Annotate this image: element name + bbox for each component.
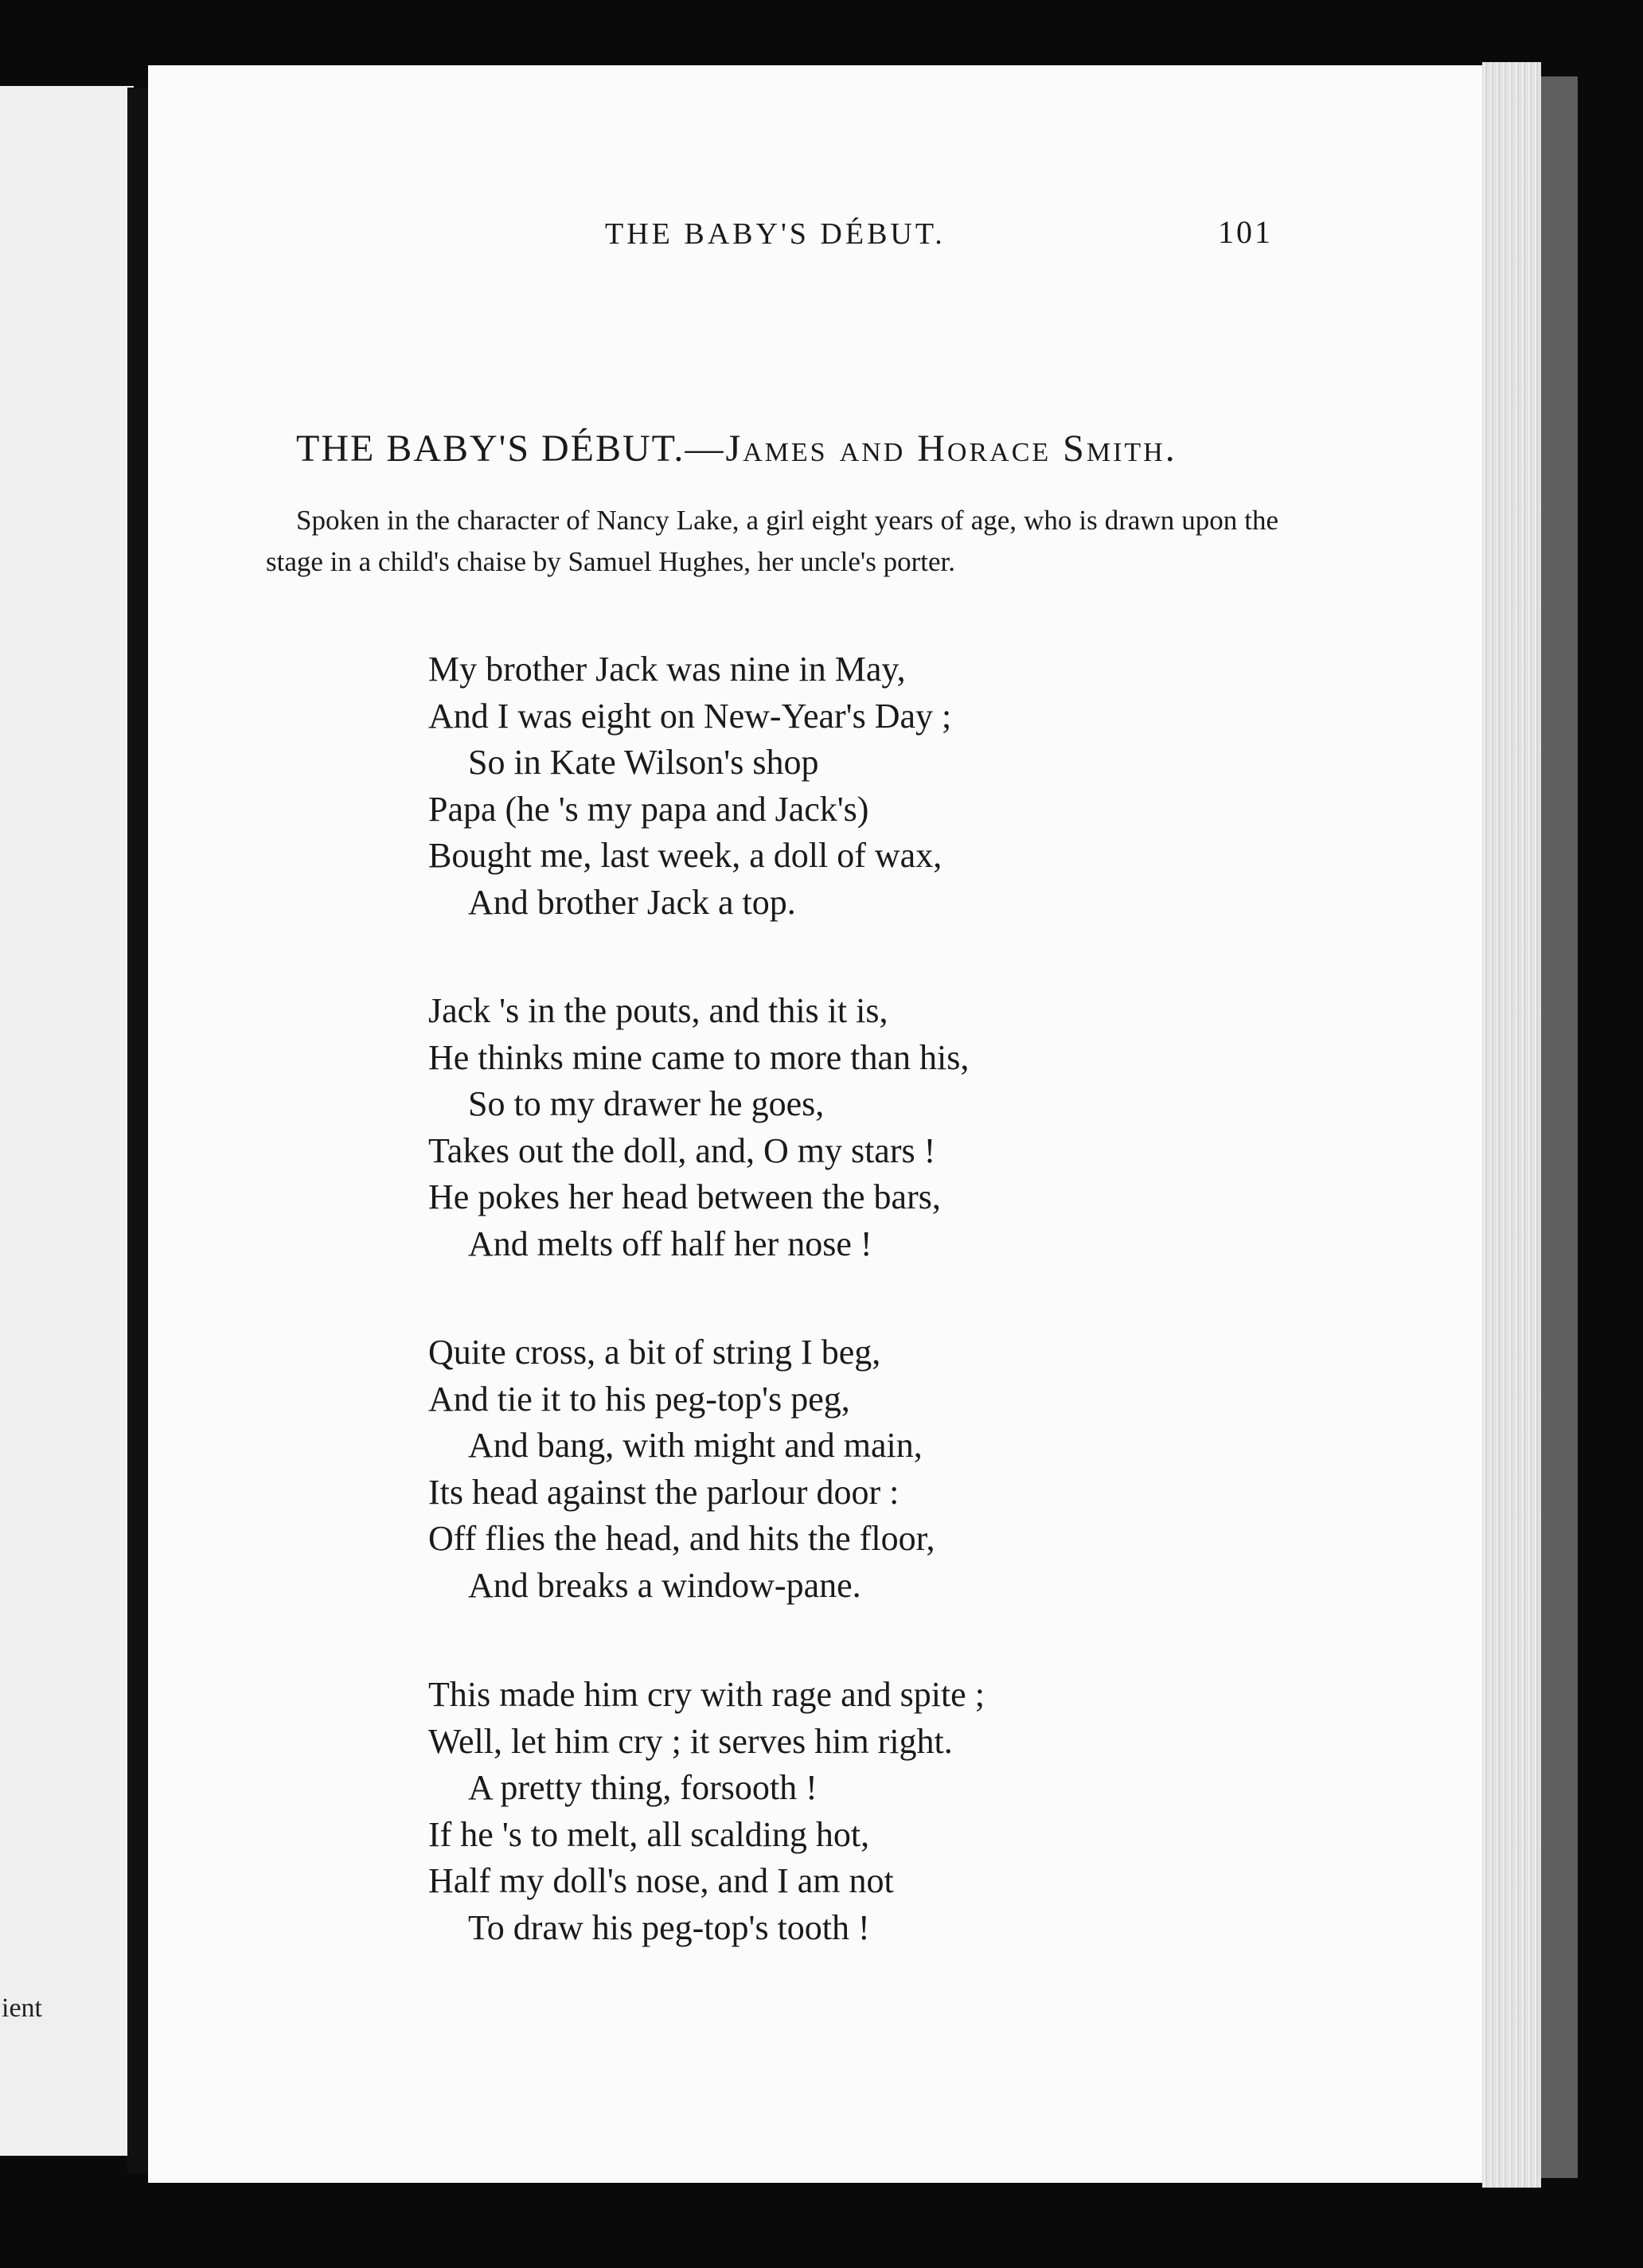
poem-line: Papa (he 's my papa and Jack's) (428, 789, 869, 829)
poem-line: And breaks a window-pane. (468, 1565, 861, 1605)
book-cover-edge (1541, 76, 1578, 2178)
poem-line: And I was eight on New-Year's Day ; (428, 696, 952, 736)
poem-line: Quite cross, a bit of string I beg, (428, 1333, 881, 1372)
poem-intro: Spoken in the character of Nancy Lake, a girl eight years of age, who is drawn upon the stage in a child's chaise by Samuel Hughes, her uncle's porter. (266, 505, 1278, 577)
stanza-1 (428, 646, 1224, 926)
poem-title (296, 427, 1177, 470)
poem-line: Well, let him cry ; it serves him right. (428, 1721, 953, 1761)
page-edges (1482, 62, 1541, 2188)
stanza-3 (428, 1329, 1224, 1609)
poem-line: So in Kate Wilson's shop (468, 743, 819, 782)
poem-line: He thinks mine came to more than his, (428, 1037, 970, 1077)
poem-line: Its head against the parlour door : (428, 1472, 900, 1512)
poem-line: My brother Jack was nine in May, (428, 650, 906, 689)
poem-line: So to my drawer he goes, (468, 1084, 825, 1123)
poem-line: Takes out the doll, and, O my stars ! (428, 1130, 936, 1170)
poem-title-text: THE BABY'S DÉBUT. (296, 427, 685, 470)
poem-line: And bang, with might and main, (468, 1426, 923, 1465)
stanza-4 (428, 1672, 1224, 1951)
poem-author: —James and Horace Smith. (685, 427, 1177, 470)
poem-line: Bought me, last week, a doll of wax, (428, 836, 942, 875)
page-number: 101 (1218, 214, 1273, 250)
poem-line: To draw his peg-top's tooth ! (468, 1907, 870, 1947)
poem-line: Off flies the head, and hits the floor, (428, 1519, 935, 1558)
poem-line: Half my doll's nose, and I am not (428, 1861, 894, 1900)
poem-line: Jack 's in the pouts, and this it is, (428, 991, 888, 1030)
poem-line: A pretty thing, forsooth ! (468, 1768, 818, 1807)
stanza-2 (428, 988, 1224, 1267)
poem-line: And brother Jack a top. (468, 882, 796, 922)
poem-line: And melts off half her nose ! (468, 1224, 872, 1263)
poem-line: If he 's to melt, all scalding hot, (428, 1814, 870, 1854)
left-page (0, 86, 134, 2156)
poem-line: This made him cry with rage and spite ; (428, 1675, 985, 1714)
left-page-text-fragment: ient (2, 1993, 42, 2023)
running-head: THE BABY'S DÉBUT. (605, 217, 946, 251)
poem-line: He pokes her head between the bars, (428, 1177, 941, 1216)
poem-line: And tie it to his peg-top's peg, (428, 1379, 850, 1419)
